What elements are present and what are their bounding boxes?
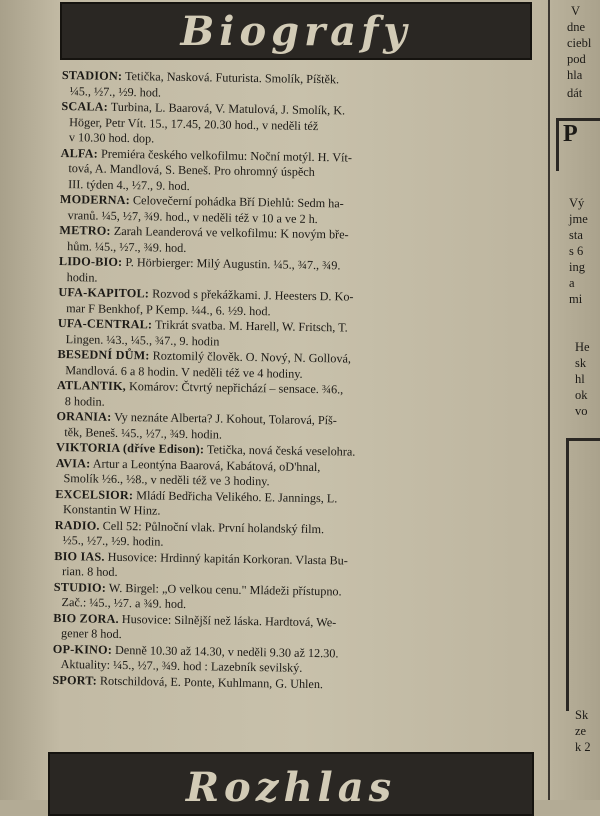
program-text: Premiéra českého velkofilmu: Noční motýl. H. Vít- bbox=[100, 146, 353, 165]
fragment: Sk bbox=[575, 708, 589, 722]
venue-name: RADIO. bbox=[54, 517, 100, 533]
fragment: a bbox=[569, 276, 575, 290]
venue-name: MODERNA: bbox=[59, 191, 131, 208]
venue-name: METRO: bbox=[59, 222, 111, 238]
program-text: hům. ¼5., ½7., ¾9. hod. bbox=[67, 238, 187, 255]
program-text: 8 hodin. bbox=[64, 393, 105, 409]
program-text: Zač.: ¼5., ½7. a ¾9. hod. bbox=[61, 595, 187, 612]
venue-name: SPORT: bbox=[52, 672, 98, 688]
venue-name: VIKTORIA (dříve Edison): bbox=[55, 439, 205, 457]
fragment: jme bbox=[569, 212, 588, 226]
program-text: Artur a Leontýna Baarová, Kabátová, oD'hnal, bbox=[92, 456, 321, 474]
fragment: He bbox=[575, 340, 590, 354]
fragment: s 6 bbox=[569, 244, 584, 258]
program-text: Turbina, L. Baarová, V. Matulová, J. Smolík, K. bbox=[110, 99, 346, 118]
fragment: ciebl bbox=[567, 36, 592, 50]
program-text: Komárov: Čtvrtý nepřichází – sensace. ¾6., bbox=[128, 379, 344, 397]
adjacent-box-letter: P bbox=[563, 121, 578, 147]
program-text: v 10.30 hod. dop. bbox=[68, 130, 155, 146]
program-text: ¼5., ½7., ½9. hod. bbox=[69, 83, 162, 100]
section-header-banner bbox=[60, 2, 532, 60]
program-text: Smolík ½6., ½8., v neděli též ve 3 hodiny. bbox=[63, 471, 270, 489]
program-text: ½5., ½7., ½9. hodin. bbox=[62, 533, 164, 549]
program-text: Zarah Leanderová ve velkofilmu: K novým bře- bbox=[113, 223, 349, 242]
program-text: vranů. ¼5, ½7, ¾9. hod., v neděli též v 10 a ve 2 h. bbox=[67, 207, 318, 226]
fragment: sta bbox=[569, 228, 583, 242]
program-text: Tetička, Nasková. Futurista. Smolík, Píštěk. bbox=[124, 68, 340, 87]
program-text: Mládí Bedřicha Velikého. E. Jannings, L. bbox=[136, 487, 338, 505]
fragment: k 2 bbox=[575, 740, 591, 754]
fragment: ing bbox=[569, 260, 585, 274]
program-text: těk, Beneš. ¼5., ½7., ¾9. hodin. bbox=[64, 424, 223, 442]
venue-name: OP-KINO: bbox=[52, 641, 113, 657]
section-title: Biografy bbox=[180, 7, 412, 55]
fragment: ze bbox=[575, 724, 587, 738]
venue-name: UFA-CENTRAL: bbox=[57, 315, 153, 332]
venue-name: ORANIA: bbox=[56, 408, 112, 424]
venue-name: SCALA: bbox=[61, 98, 109, 114]
venue-name: EXCELSIOR: bbox=[55, 486, 134, 502]
venue-name: LIDO-BIO: bbox=[58, 253, 123, 269]
fragment: hla bbox=[567, 68, 583, 82]
fragment: ok bbox=[575, 388, 588, 402]
program-text: hodin. bbox=[66, 269, 98, 285]
cinema-listings bbox=[52, 68, 550, 696]
fragment: pod bbox=[567, 52, 586, 66]
fragment: dne bbox=[567, 20, 586, 34]
venue-name: BESEDNÍ DŮM: bbox=[57, 346, 150, 363]
venue-name: ATLANTIK, bbox=[56, 377, 127, 394]
venue-name: BIO ZORA. bbox=[53, 610, 119, 626]
program-text: Celovečerní pohádka Bří Diehlů: Sedm ha- bbox=[132, 193, 344, 211]
next-section-banner bbox=[48, 752, 534, 816]
next-section-title: Rozhlas bbox=[185, 764, 397, 811]
fragment: hl bbox=[575, 372, 585, 386]
program-text: Rozvod s překážkami. J. Heesters D. Ko- bbox=[152, 286, 354, 304]
program-text: Konstantin W Hinz. bbox=[62, 502, 161, 518]
program-text: Vy neznáte Alberta? J. Kohout, Tolarová, Píš- bbox=[114, 409, 337, 428]
program-text: Mandlová. 6 a 8 hodin. V neděli též ve 4 hodiny. bbox=[65, 362, 303, 381]
program-text: Husovice: Hrdinný kapitán Korkoran. Vlasta Bu- bbox=[107, 549, 348, 568]
program-text: Denně 10.30 až 14.30, v neděli 9.30 až 12.30. bbox=[114, 642, 339, 660]
listing-entry bbox=[60, 145, 549, 199]
program-text: Lingen. ¼3., ¼5., ¾7., 9. hodin bbox=[65, 331, 220, 349]
program-text: III. týden 4., ½7., 9. hod. bbox=[68, 176, 190, 193]
venue-name: UFA-KAPITOL: bbox=[58, 284, 150, 301]
venue-name: ALFA: bbox=[60, 145, 99, 161]
fragment: dát bbox=[567, 86, 583, 100]
fragment: mi bbox=[569, 292, 583, 306]
program-text: Roztomilý člověk. O. Nový, N. Gollová, bbox=[152, 348, 352, 366]
program-text: Husovice: Silnější než láska. Hardtová, We- bbox=[121, 611, 337, 629]
program-text: mar F Benkhof, P Kemp. ¼4., 6. ½9. hod. bbox=[66, 300, 271, 318]
venue-name: STADION: bbox=[61, 68, 123, 83]
program-text: Rotschildová, E. Ponte, Kuhlmann, G. Uhlen. bbox=[99, 673, 324, 691]
venue-name: AVIA: bbox=[55, 455, 91, 470]
program-text: Cell 52: Půlnoční vlak. První holandský film. bbox=[102, 518, 325, 536]
fragment: V bbox=[571, 4, 581, 18]
fragment: Vý bbox=[569, 196, 585, 210]
program-text: Tetička, nová česká veselohra. bbox=[206, 442, 356, 459]
listing-entry bbox=[61, 99, 550, 153]
fragment: sk bbox=[575, 356, 587, 370]
program-text: P. Hörbierger: Milý Augustin. ¼5., ¾7., ¾9. bbox=[125, 255, 341, 273]
program-text: Trikrát svatba. M. Harell, W. Fritsch, T. bbox=[154, 317, 348, 335]
program-text: gener 8 hod. bbox=[61, 626, 122, 642]
venue-name: STUDIO: bbox=[53, 579, 107, 595]
program-text: Aktuality: ¼5., ½7., ¾9. hod : Lazebník sevilský. bbox=[60, 657, 303, 675]
adjacent-column-text bbox=[553, 0, 600, 800]
venue-name: BIO IAS. bbox=[54, 548, 105, 564]
fragment: vo bbox=[575, 404, 588, 418]
program-text: rian. 8 hod. bbox=[61, 564, 118, 579]
program-text: W. Birgel: „O velkou cenu." Mládeži přístupno. bbox=[108, 580, 342, 598]
program-text: tová, A. Mandlová, S. Beneš. Pro ohromný úspěch bbox=[68, 161, 315, 179]
program-text: Höger, Petr Vít. 15., 17.45, 20.30 hod., v neděli též bbox=[69, 114, 319, 133]
